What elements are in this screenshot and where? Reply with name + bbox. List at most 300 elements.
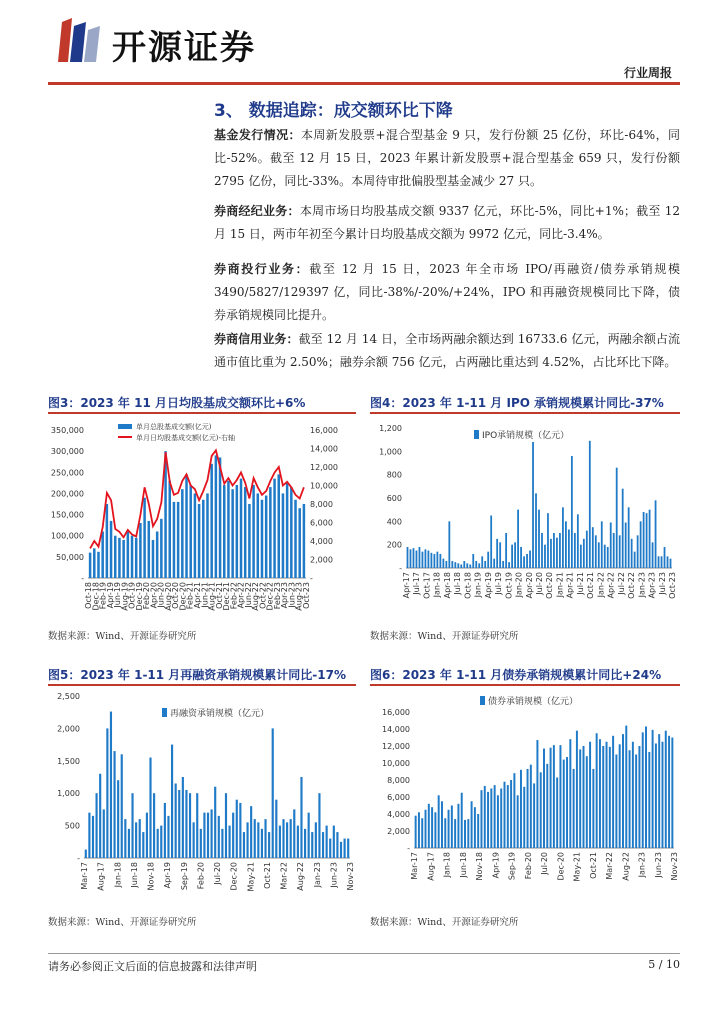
bar — [333, 826, 335, 858]
legend-bar-swatch — [118, 424, 132, 429]
bar — [596, 733, 598, 848]
bar — [303, 504, 306, 578]
y-tick-label: 10,000 — [382, 759, 410, 768]
legend-bar-swatch — [474, 430, 479, 439]
bar — [661, 742, 663, 848]
bar — [471, 801, 473, 848]
bar — [480, 790, 482, 848]
legend-bar-label: 单月总股基成交额(亿元) — [136, 423, 212, 431]
x-tick-label: Feb-20 — [142, 582, 152, 610]
bar — [117, 780, 119, 858]
bar — [628, 507, 630, 568]
bar — [286, 822, 288, 858]
y-tick-label: 50,000 — [56, 552, 84, 562]
series-line — [90, 450, 304, 548]
bar — [268, 832, 270, 858]
paragraph-brokerage — [214, 200, 680, 246]
bar — [272, 728, 274, 858]
bar — [665, 731, 667, 848]
x-tick-label: Jan-23 — [637, 852, 647, 878]
bar — [135, 538, 138, 578]
brand-logo-icon — [48, 16, 108, 66]
bar — [517, 795, 519, 848]
bar — [622, 734, 624, 848]
x-tick-label: Jun-23 — [287, 582, 297, 608]
figure-6-title: 图6：2023 年 1-11 月债券承销规模累计同比+24% — [370, 668, 662, 682]
bar — [229, 826, 231, 858]
bar — [598, 542, 600, 568]
figure-4-title: 图4：2023 年 1-11 月 IPO 承销规模累计同比-37% — [370, 396, 664, 410]
bar — [637, 535, 639, 568]
bar — [232, 813, 234, 858]
bar — [439, 554, 441, 568]
x-tick-label: Dec-19 — [134, 582, 144, 611]
bar — [97, 552, 100, 578]
bar — [448, 810, 450, 848]
bar — [661, 556, 663, 568]
y-tick-label: - — [77, 854, 80, 863]
x-tick-label: Aug-19 — [120, 582, 130, 611]
bar — [189, 485, 192, 578]
x-tick-label: Apr-17 — [402, 572, 411, 599]
x-tick-label: Jul-20 — [540, 852, 549, 875]
y-tick-label: 300,000 — [50, 447, 84, 457]
bar — [527, 769, 529, 848]
bar — [563, 760, 565, 848]
bar — [236, 485, 239, 578]
y-tick-label: 400 — [386, 517, 402, 527]
bar — [257, 822, 259, 858]
x-tick-label: Feb-21 — [185, 582, 195, 610]
bar — [536, 740, 538, 848]
bar — [494, 785, 496, 848]
x-tick-label: Nov-18 — [146, 862, 156, 891]
x-tick-label: Feb-22 — [229, 582, 239, 610]
bar — [215, 455, 218, 578]
bar — [604, 545, 606, 568]
bar — [431, 807, 433, 848]
bar — [451, 561, 453, 568]
x-tick-label: Mar-22 — [605, 852, 614, 880]
bar — [487, 792, 489, 848]
x-tick-label: Apr-22 — [606, 572, 616, 599]
x-tick-label: May-21 — [246, 862, 256, 892]
bar — [131, 793, 133, 858]
bar — [106, 728, 108, 858]
x-tick-label: Jan-19 — [473, 572, 483, 598]
x-tick-label: Oct-22 — [627, 572, 637, 599]
bar — [568, 530, 570, 569]
bar — [629, 750, 631, 848]
bar — [580, 545, 582, 568]
bar — [467, 819, 469, 848]
bar — [124, 819, 126, 858]
y-tick-label: 100,000 — [50, 531, 84, 541]
bar — [589, 742, 591, 848]
bar — [454, 819, 456, 848]
bar — [463, 561, 465, 568]
x-tick-label: Jun-23 — [653, 852, 663, 878]
bar — [418, 812, 420, 848]
bar — [282, 493, 285, 578]
x-tick-label: Sep-19 — [507, 852, 517, 881]
figure-5-title: 图5：2023 年 1-11 月再融资承销规模累计同比-17% — [48, 668, 347, 682]
bar — [290, 819, 292, 858]
bar — [311, 832, 313, 858]
bar — [612, 736, 614, 848]
report-type-tag: 行业周报 — [623, 66, 672, 80]
paragraph-fund-issuance — [214, 124, 680, 193]
bar — [475, 561, 477, 568]
x-tick-label: Nov-23 — [670, 852, 679, 881]
x-tick-label: Oct-21 — [262, 862, 272, 889]
bar — [550, 539, 552, 568]
bar — [547, 513, 549, 568]
legend-bar-swatch — [162, 708, 167, 717]
footer-disclaimer: 请务必参阅正文后面的信息披露和法律声明 — [48, 960, 257, 973]
bar — [344, 839, 346, 858]
bar — [523, 556, 525, 568]
paragraph-lead: 券商经纪业务： — [214, 204, 300, 218]
bar — [160, 826, 162, 858]
bar — [565, 521, 567, 568]
bar — [211, 809, 213, 858]
paragraph-lead: 券商投行业务： — [214, 262, 310, 276]
x-tick-label: Mar-22 — [279, 862, 289, 890]
y-tick-label: 8,000 — [387, 776, 410, 785]
x-tick-label: Oct-18 — [84, 582, 93, 609]
x-tick-label: Jul-20 — [535, 572, 544, 595]
x-tick-label: Sep-19 — [179, 862, 189, 891]
x-tick-label: Apr-19 — [483, 572, 493, 599]
figure-3-title: 图3：2023 年 11 月日均股基成交额环比+6% — [48, 396, 306, 410]
x-tick-label: Feb-23 — [272, 582, 282, 610]
x-tick-label: Aug-17 — [96, 862, 106, 891]
bar — [419, 547, 421, 568]
x-tick-label: Jul-20 — [213, 862, 222, 885]
bar — [257, 493, 260, 578]
bar — [569, 739, 571, 848]
bar — [667, 556, 669, 568]
y-right-tick-label: 4,000 — [310, 537, 333, 546]
bar — [477, 814, 479, 848]
x-tick-label: Nov-18 — [475, 852, 484, 881]
bar — [277, 474, 280, 578]
bar — [177, 502, 180, 578]
bar — [308, 813, 310, 858]
legend-bar-label: IPO承销规模（亿元） — [482, 431, 570, 441]
y-tick-label: 2,000 — [57, 724, 80, 734]
bar — [135, 822, 137, 858]
bar — [196, 793, 198, 858]
legend-bar-swatch — [480, 696, 485, 705]
bar — [181, 489, 184, 578]
bar — [478, 563, 480, 568]
figure-3-rule — [48, 412, 356, 414]
bar — [625, 726, 627, 848]
bar — [490, 516, 492, 569]
x-tick-label: Jan-18 — [442, 852, 452, 878]
x-tick-label: Jan-23 — [637, 572, 647, 598]
x-tick-label: Jun-19 — [113, 582, 123, 608]
bar — [243, 832, 245, 858]
y-tick-label: 2,500 — [57, 692, 80, 701]
bar — [497, 795, 499, 848]
bar — [143, 498, 146, 578]
bar — [668, 736, 670, 848]
bar — [279, 826, 281, 858]
x-tick-label: Apr-21 — [565, 572, 575, 599]
bar — [460, 565, 462, 569]
x-tick-label: Apr-18 — [442, 572, 452, 599]
bar — [294, 500, 297, 578]
bar — [457, 804, 459, 848]
bar — [250, 806, 252, 858]
bar — [507, 785, 509, 848]
bar — [146, 813, 148, 858]
bar — [589, 441, 591, 568]
x-tick-label: Aug-22 — [621, 852, 631, 881]
bar — [85, 850, 87, 858]
bar — [254, 819, 256, 858]
bar — [592, 527, 594, 568]
y-tick-label: 350,000 — [50, 426, 84, 435]
brand-logo-text: 开源证券 — [112, 28, 256, 68]
bar — [416, 551, 418, 569]
bar — [496, 539, 498, 568]
bar — [474, 807, 476, 848]
bar — [122, 540, 125, 578]
x-tick-label: Dec-20 — [556, 852, 566, 881]
bar — [490, 789, 492, 849]
x-tick-label: Oct-23 — [302, 582, 311, 609]
y-right-tick-label: 10,000 — [310, 481, 338, 491]
bar — [579, 749, 581, 848]
bar — [103, 809, 105, 858]
x-tick-label: Oct-22 — [258, 582, 268, 609]
bar — [510, 780, 512, 848]
bar — [646, 513, 648, 568]
x-tick-label: Apr-22 — [236, 582, 246, 609]
bar — [264, 819, 266, 858]
bar — [655, 743, 657, 848]
bar — [466, 563, 468, 568]
bar — [601, 521, 603, 568]
bar — [318, 793, 320, 858]
bar — [523, 787, 525, 848]
bar — [182, 777, 184, 858]
bar — [127, 531, 130, 578]
bar — [96, 793, 98, 858]
bar — [615, 755, 617, 849]
bar — [481, 556, 483, 568]
y-tick-label: 14,000 — [382, 725, 410, 734]
bar — [326, 826, 328, 858]
figure-6-source: 数据来源：Wind、开源证券研究所 — [370, 917, 519, 928]
bar — [347, 839, 349, 858]
y-tick-label: 600 — [386, 494, 402, 503]
y-right-tick-label: 14,000 — [310, 444, 338, 454]
x-tick-label: Apr-19 — [163, 862, 173, 889]
bar — [448, 521, 450, 568]
bar — [194, 493, 197, 578]
header-divider — [48, 82, 680, 85]
bar — [410, 549, 412, 568]
bar — [422, 552, 424, 568]
bar — [218, 816, 220, 858]
bar — [114, 536, 117, 578]
bar — [535, 493, 537, 568]
bar — [121, 754, 123, 858]
bar — [142, 832, 144, 858]
paragraph-lead: 券商信用业务： — [214, 332, 299, 346]
x-tick-label: Oct-20 — [171, 582, 181, 609]
bar — [227, 481, 230, 578]
bar — [89, 553, 92, 578]
bar — [526, 554, 528, 568]
bar — [602, 746, 604, 848]
bar — [315, 822, 317, 858]
bar — [322, 832, 324, 858]
legend-line-label: 单月日均股基成交额(亿元)-右轴 — [136, 434, 235, 442]
x-tick-label: Aug-17 — [426, 852, 436, 881]
bar — [613, 533, 615, 568]
x-tick-label: Jun-21 — [200, 582, 210, 608]
bar — [484, 561, 486, 568]
bar — [457, 563, 459, 568]
bar — [88, 813, 90, 858]
y-tick-label: 12,000 — [382, 742, 410, 751]
x-tick-label: Mar-17 — [80, 862, 89, 890]
bar — [530, 765, 532, 848]
paragraph-investment-banking — [214, 258, 680, 327]
y-tick-label: 2,000 — [387, 827, 410, 836]
bar — [99, 774, 101, 858]
bar — [445, 561, 447, 568]
y-tick-label: 200,000 — [50, 489, 84, 499]
bar — [655, 500, 657, 568]
bar — [571, 456, 573, 568]
bar — [504, 782, 506, 848]
figure-4-rule — [370, 412, 680, 414]
bar — [415, 816, 417, 848]
x-tick-label: Oct-23 — [668, 572, 677, 599]
bar — [499, 542, 501, 568]
bar — [202, 500, 205, 578]
x-tick-label: Aug-22 — [296, 862, 306, 891]
bar — [606, 742, 608, 848]
bar — [221, 829, 223, 858]
bar — [425, 549, 427, 568]
bar — [290, 487, 293, 578]
bar — [493, 559, 495, 568]
x-tick-label: Apr-19 — [491, 852, 501, 879]
bar — [336, 832, 338, 858]
bar — [544, 545, 546, 568]
bar — [297, 826, 299, 858]
x-tick-label: Jul-22 — [616, 572, 626, 595]
x-tick-label: Feb-19 — [98, 582, 108, 610]
bar — [203, 813, 205, 858]
y-tick-label: 250,000 — [50, 468, 84, 478]
bar — [156, 531, 159, 578]
x-tick-label: Oct-21 — [588, 852, 598, 879]
bar — [101, 531, 104, 578]
x-tick-label: Dec-21 — [222, 582, 232, 611]
legend-bar-label: 债券承销规模（亿元） — [488, 697, 579, 707]
bar — [532, 442, 534, 568]
bar — [487, 552, 489, 568]
bar — [193, 822, 195, 858]
x-tick-label: Aug-20 — [163, 582, 173, 611]
bar — [664, 547, 666, 568]
bar — [461, 793, 463, 848]
bar — [128, 829, 130, 858]
figure-5-chart — [48, 690, 356, 902]
bar — [300, 777, 302, 858]
bar — [269, 487, 272, 578]
bar — [92, 816, 94, 858]
x-tick-label: Jul-18 — [453, 572, 463, 595]
bar — [207, 813, 209, 858]
x-tick-label: Jul-17 — [412, 572, 422, 595]
bar — [206, 493, 209, 578]
bar — [484, 786, 486, 848]
paragraph-lead: 基金发行情况： — [214, 128, 301, 142]
bar — [514, 542, 516, 568]
bar — [421, 818, 423, 848]
y-tick-label: 1,500 — [57, 756, 80, 766]
x-tick-label: Apr-23 — [647, 572, 657, 599]
bar — [652, 730, 654, 848]
bar — [244, 487, 247, 578]
bar — [631, 539, 633, 568]
bar — [586, 756, 588, 848]
bar — [407, 547, 409, 568]
paragraph-credit-business — [214, 328, 680, 374]
x-tick-label: Jul-23 — [657, 572, 667, 595]
bar — [438, 795, 440, 848]
bar — [425, 810, 427, 848]
y-right-tick-label: 6,000 — [310, 518, 333, 528]
bar — [520, 547, 522, 568]
bar — [442, 559, 444, 568]
x-tick-label: Jan-18 — [113, 862, 123, 888]
bar — [131, 536, 134, 578]
bar — [607, 547, 609, 568]
figure-5-rule — [48, 684, 356, 686]
bar — [219, 457, 222, 578]
bar — [441, 801, 443, 848]
x-tick-label: Jul-21 — [575, 572, 585, 595]
bar — [118, 538, 121, 578]
bar — [622, 489, 624, 568]
bar — [640, 521, 642, 568]
y-right-tick-label: 2,000 — [310, 555, 333, 565]
bar — [469, 565, 471, 569]
bar — [529, 551, 531, 569]
x-tick-label: Oct-17 — [422, 572, 432, 599]
bar — [428, 551, 430, 569]
bar — [520, 770, 522, 848]
bar — [173, 502, 176, 578]
bar — [610, 523, 612, 569]
bar — [648, 752, 650, 848]
bar — [550, 748, 552, 848]
x-tick-label: Jun-22 — [243, 582, 253, 608]
bar — [500, 789, 502, 849]
page-number: 5 / 10 — [648, 958, 680, 971]
